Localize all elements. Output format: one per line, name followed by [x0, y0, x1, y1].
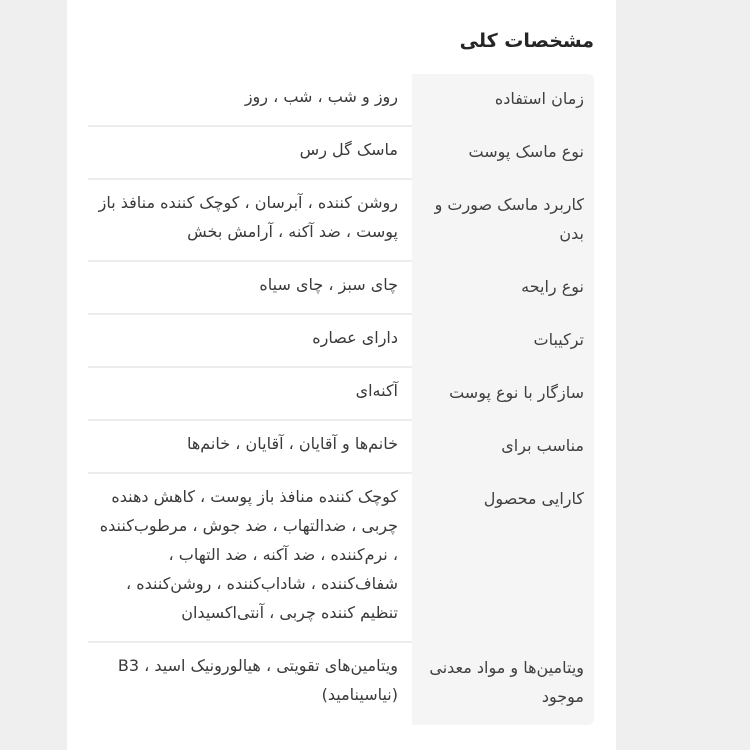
- spec-row-ingredients: [88, 315, 594, 368]
- spec-label: نوع ماسک پوست: [412, 127, 594, 180]
- spec-label: کارایی محصول: [412, 474, 594, 643]
- spec-row-scent-type: [88, 262, 594, 315]
- spec-label: سازگار با نوع پوست: [412, 368, 594, 421]
- spec-label: مناسب برای: [412, 421, 594, 474]
- spec-value: روشن کننده ، آبرسان ، کوچک کننده منافذ باز پوست ، ضد آکنه ، آرامش بخش: [88, 180, 412, 262]
- spec-row-product-function: [88, 474, 594, 643]
- spec-row-suitable-for: [88, 421, 594, 474]
- spec-row-skin-type: [88, 368, 594, 421]
- spec-value: کوچک کننده منافذ باز پوست ، کاهش دهنده چربی ، ضدالتهاب ، ضد جوش ، مرطوب‌کننده ، نرم‌کننده ، ضد آکنه ، ضد التهاب ، شفاف‌کننده ، شاداب‌کننده ، روشن‌کننده ، تنظیم کننده چربی ، آنتی‌اکسیدان: [88, 474, 412, 643]
- spec-label: کاربرد ماسک صورت و بدن: [412, 180, 594, 262]
- spec-label: نوع رایحه: [412, 262, 594, 315]
- section-title: مشخصات کلی: [459, 30, 594, 52]
- spec-label: زمان استفاده: [412, 74, 594, 127]
- spec-row-mask-application: [88, 180, 594, 262]
- spec-value: ویتامین‌های تقویتی ، هیالورونیک اسید ، B3 (نیاسینامید): [117, 656, 398, 704]
- spec-row-mask-type: [88, 127, 594, 180]
- spec-value: ماسک گل رس: [88, 127, 412, 180]
- specs-table: [88, 74, 594, 725]
- spec-label: ترکیبات: [412, 315, 594, 368]
- spec-value: چای سبز ، چای سیاه: [88, 262, 412, 315]
- spec-row-usage-time: [88, 74, 594, 127]
- spec-value: آکنه‌ای: [88, 368, 412, 421]
- spec-value: روز و شب ، شب ، روز: [88, 74, 412, 127]
- spec-row-vitamins-minerals: [88, 643, 594, 725]
- product-specs-panel: [67, 0, 616, 750]
- spec-value: خانم‌ها و آقایان ، آقایان ، خانم‌ها: [88, 421, 412, 474]
- spec-value: دارای عصاره: [88, 315, 412, 368]
- spec-label: ویتامین‌ها و مواد معدنی موجود: [412, 643, 594, 725]
